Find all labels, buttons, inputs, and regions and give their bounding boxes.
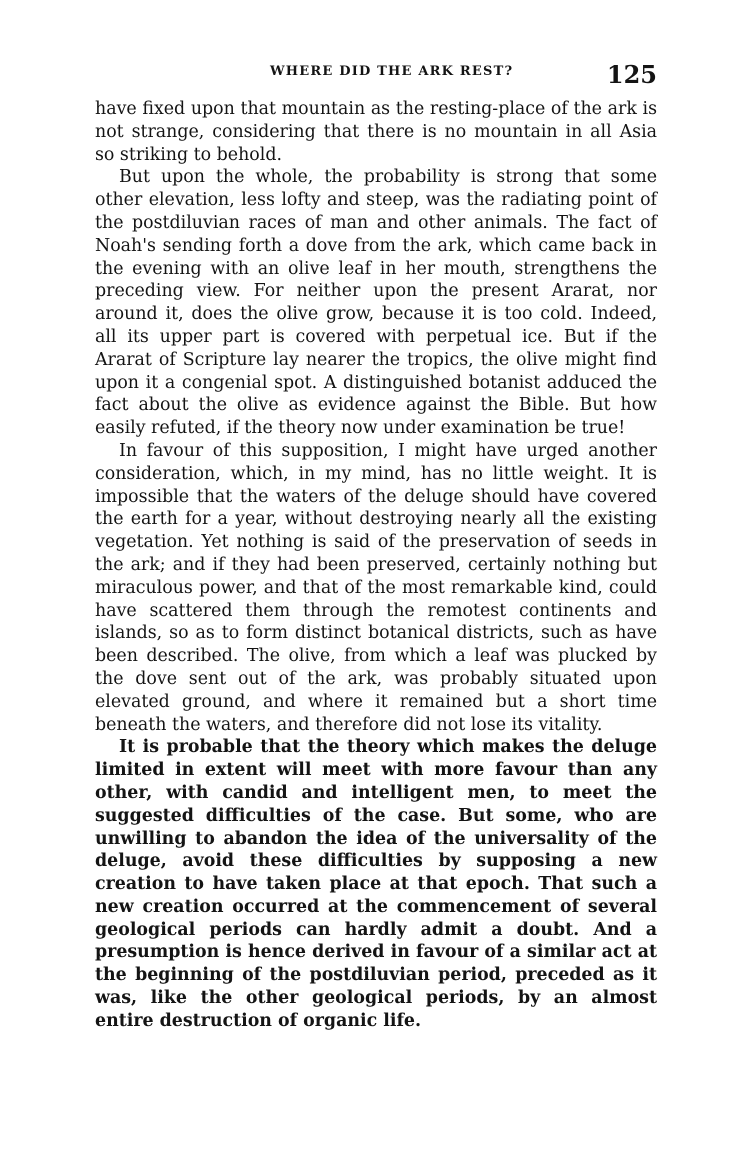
- running-header: [95, 60, 657, 96]
- running-title: WHERE DID THE ARK REST?: [270, 64, 514, 79]
- book-page: [95, 60, 657, 1033]
- paragraph-continued: have fixed upon that mountain as the resting-place of the ark is not strange, considering that there is no mountain in all Asia so striking to behold.: [95, 99, 657, 165]
- paragraph-new-creation: It is probable that the theory which makes the deluge limited in extent will meet with more favour than any other, with candid and intelligent men, to meet the suggested difficulties of the case. But some, who are unwilling to abandon the idea of the universality of the deluge, avoid these difficulties by supposing a new creation to have taken place at that epoch. That such a new creation occurred at the commencement of several geological periods can hardly admit a doubt. And a presumption is hence derived in favour of a similar act at the beginning of the postdiluvian period, preceded as it was, like the other geological periods, by an almost entire destruction of organic life.: [95, 737, 657, 1031]
- page-number: 125: [606, 60, 657, 89]
- paragraph-vegetation-argument: In favour of this supposition, I might have urged another consideration, which, in my mind, has no little weight. It is impossible that the waters of the deluge should have covered the earth for a year, without destroying nearly all the existing vegetation. Yet nothing is said of the preservation of seeds in the ark; and if they had been preserved, certainly nothing but miraculous power, and that of the most remarkable kind, could have scattered them through the remotest continents and islands, so as to form distinct botanical districts, such as have been described. The olive, from which a leaf was plucked by the dove sent out of the ark, was probably situated upon elevated ground, and where it remained but a short time beneath the waters, and therefore did not lose its vitality.: [95, 440, 657, 735]
- body-text: [95, 98, 657, 1033]
- paragraph-olive-argument: But upon the whole, the probability is strong that some other elevation, less lofty and steep, was the radiating point of the postdiluvian races of man and other animals. The fact of Noah's sending forth a dove from the ark, which came back in the evening with an olive leaf in her mouth, strengthens the preceding view. For neither upon the present Ararat, nor around it, does the olive grow, because it is too cold. Indeed, all its upper part is covered with perpetual ice. But if the Ararat of Scripture lay nearer the tropics, the olive might find upon it a congenial spot. A distinguished botanist adduced the fact about the olive as evidence against the Bible. But how easily refuted, if the theory now under examination be true!: [95, 167, 657, 439]
